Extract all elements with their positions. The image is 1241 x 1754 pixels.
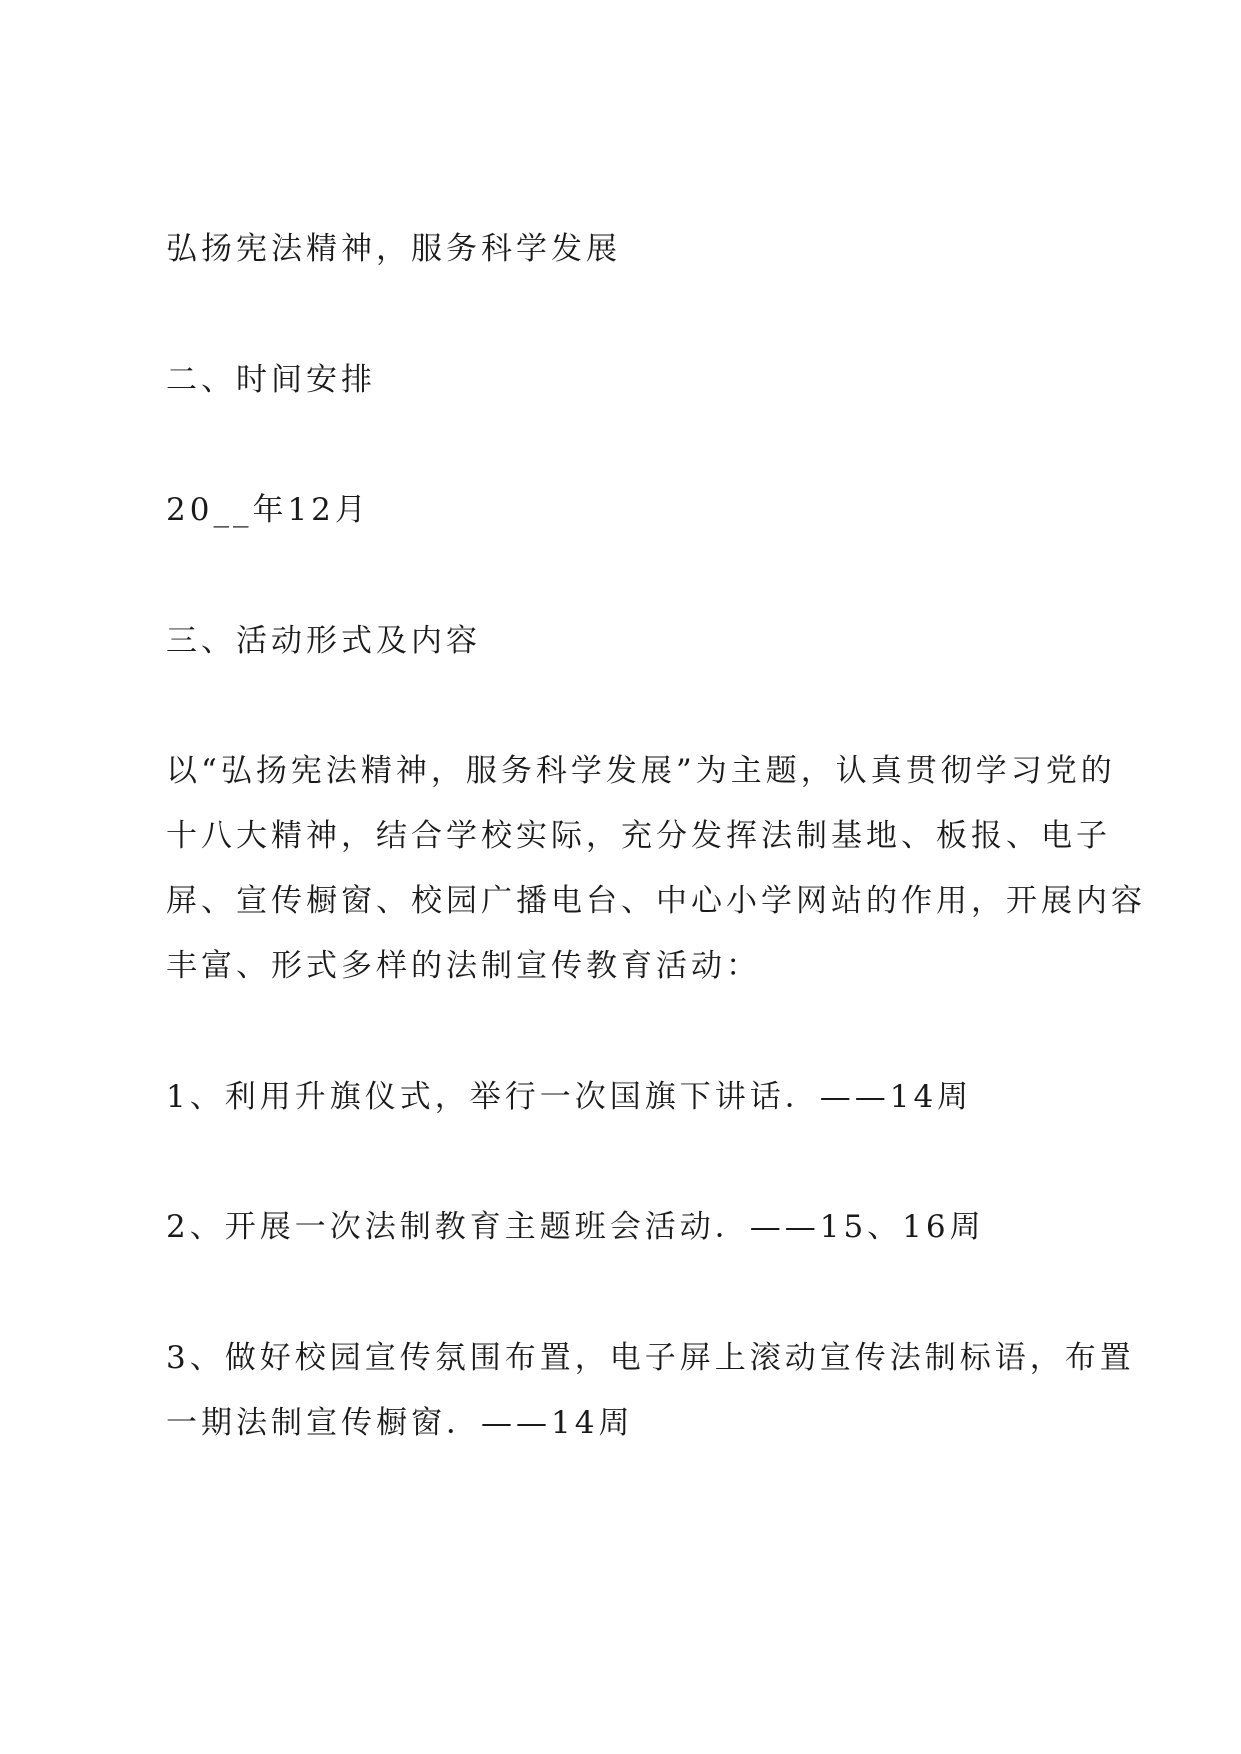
list-item-3-line: 3、做好校园宣传氛围布置，电子屏上滚动宣传法制标语，布置 (166, 1340, 1135, 1376)
section-heading-activities: 三、活动形式及内容 (166, 623, 481, 659)
section-heading-time: 二、时间安排 (166, 362, 376, 398)
intro-paragraph (166, 751, 1146, 1011)
paragraph-line: 丰富、形式多样的法制宣传教育活动： (166, 948, 761, 984)
paragraph-line: 以“弘扬宪法精神，服务科学发展”为主题，认真贯彻学习党的 (166, 753, 1116, 789)
theme-line: 弘扬宪法精神，服务科学发展 (166, 231, 621, 267)
list-item-3 (166, 1338, 1135, 1468)
date-line: 20__年12月 (166, 492, 370, 528)
paragraph-line: 十八大精神，结合学校实际，充分发挥法制基地、板报、电子 (166, 818, 1111, 854)
list-item-2: 2、开展一次法制教育主题班会活动．——15、16周 (166, 1209, 985, 1245)
list-item-3-line: 一期法制宣传橱窗．——14周 (166, 1405, 634, 1441)
paragraph-line: 屏、宣传橱窗、校园广播电台、中心小学网站的作用，开展内容 (166, 883, 1146, 919)
list-item-1: 1、利用升旗仪式，举行一次国旗下讲话．——14周 (166, 1079, 973, 1115)
